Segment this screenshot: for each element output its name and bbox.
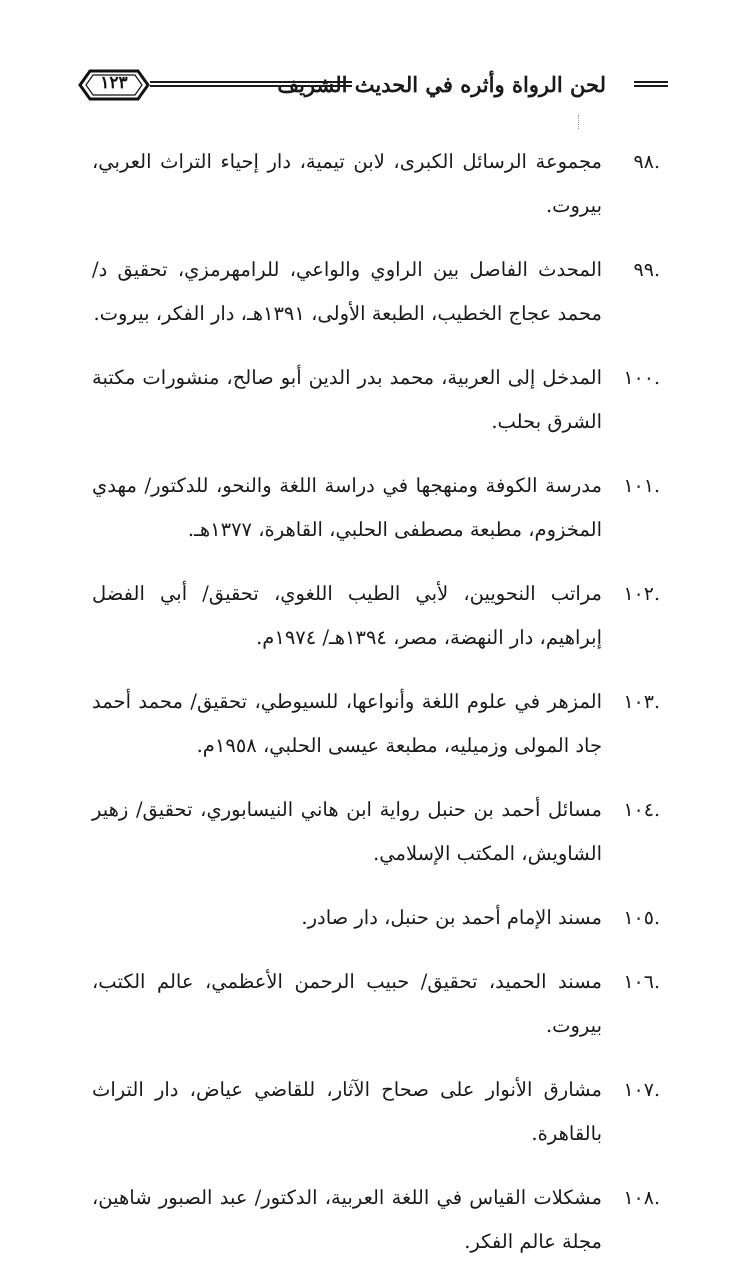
entry-number: ١٠٤. [623, 799, 660, 821]
entry-number: ١٠٠. [623, 367, 660, 389]
entry-number: ١٠٧. [623, 1079, 660, 1101]
entry-number: ١٠٣. [623, 691, 660, 713]
entry-text: مسند الحميد، تحقيق/ حبيب الرحمن الأعظمي، عالم الكتب، بيروت. [92, 970, 602, 1037]
list-item [92, 960, 660, 1048]
list-item [92, 896, 660, 940]
entry-number: ١٠١. [623, 475, 660, 497]
entry-text: المدخل إلى العربية، محمد بدر الدين أبو صالح، منشورات مكتبة الشرق بحلب. [92, 366, 602, 433]
entry-text: مشارق الأنوار على صحاح الآثار، للقاضي عياض، دار التراث بالقاهرة. [92, 1078, 602, 1145]
bibliography-list [92, 140, 660, 1284]
entry-number: ١٠٨. [623, 1187, 660, 1209]
entry-number: ١٠٥. [623, 907, 660, 929]
list-item [92, 1068, 660, 1156]
entry-text: مسائل أحمد بن حنبل رواية ابن هاني النيسابوري، تحقيق/ زهير الشاويش، المكتب الإسلامي. [92, 798, 602, 865]
list-item [92, 464, 660, 552]
entry-text: مجموعة الرسائل الكبرى، لابن تيمية، دار إحياء التراث العربي، بيروت. [92, 150, 602, 217]
entry-number: ٩٩. [633, 259, 660, 281]
entry-text: مسند الإمام أحمد بن حنبل، دار صادر. [301, 906, 602, 929]
entry-number: ١٠٦. [623, 971, 660, 993]
entry-text: مشكلات القياس في اللغة العربية، الدكتور/ عبد الصبور شاهين، مجلة عالم الفكر. [92, 1186, 602, 1253]
entry-number: ٩٨. [633, 151, 660, 173]
header-dash [634, 81, 668, 87]
page-number-badge [78, 68, 150, 102]
list-item [92, 140, 660, 228]
list-item [92, 572, 660, 660]
list-item [92, 248, 660, 336]
entry-number: ١٠٢. [623, 583, 660, 605]
list-item [92, 788, 660, 876]
list-item [92, 1176, 660, 1264]
entry-text: المزهر في علوم اللغة وأنواعها، للسيوطي، تحقيق/ محمد أحمد جاد المولى وزميليه، مطبعة عيسى الحلبي، ١٩٥٨م. [92, 690, 602, 757]
entry-text: مدرسة الكوفة ومنهجها في دراسة اللغة والنحو، للدكتور/ مهدي المخزوم، مطبعة مصطفى الحلبي، القاهرة، ١٣٧٧هـ. [92, 474, 602, 541]
list-item [92, 680, 660, 768]
entry-text: مراتب النحويين، لأبي الطيب اللغوي، تحقيق/ أبي الفضل إبراهيم، دار النهضة، مصر، ١٣٩٤هـ/ ١٩٧٤م. [92, 582, 602, 649]
list-item [92, 356, 660, 444]
page-header [78, 68, 668, 104]
page-number: ١٢٣ [100, 73, 128, 93]
running-title: لحن الرواة وأثره في الحديث الشريف [277, 72, 606, 97]
entry-text: المحدث الفاصل بين الراوي والواعي، للرامهرمزي، تحقيق د/ محمد عجاج الخطيب، الطبعة الأولى، ١٣٩١هـ، دار الفكر، بيروت. [92, 258, 602, 325]
scan-speck [578, 115, 581, 129]
